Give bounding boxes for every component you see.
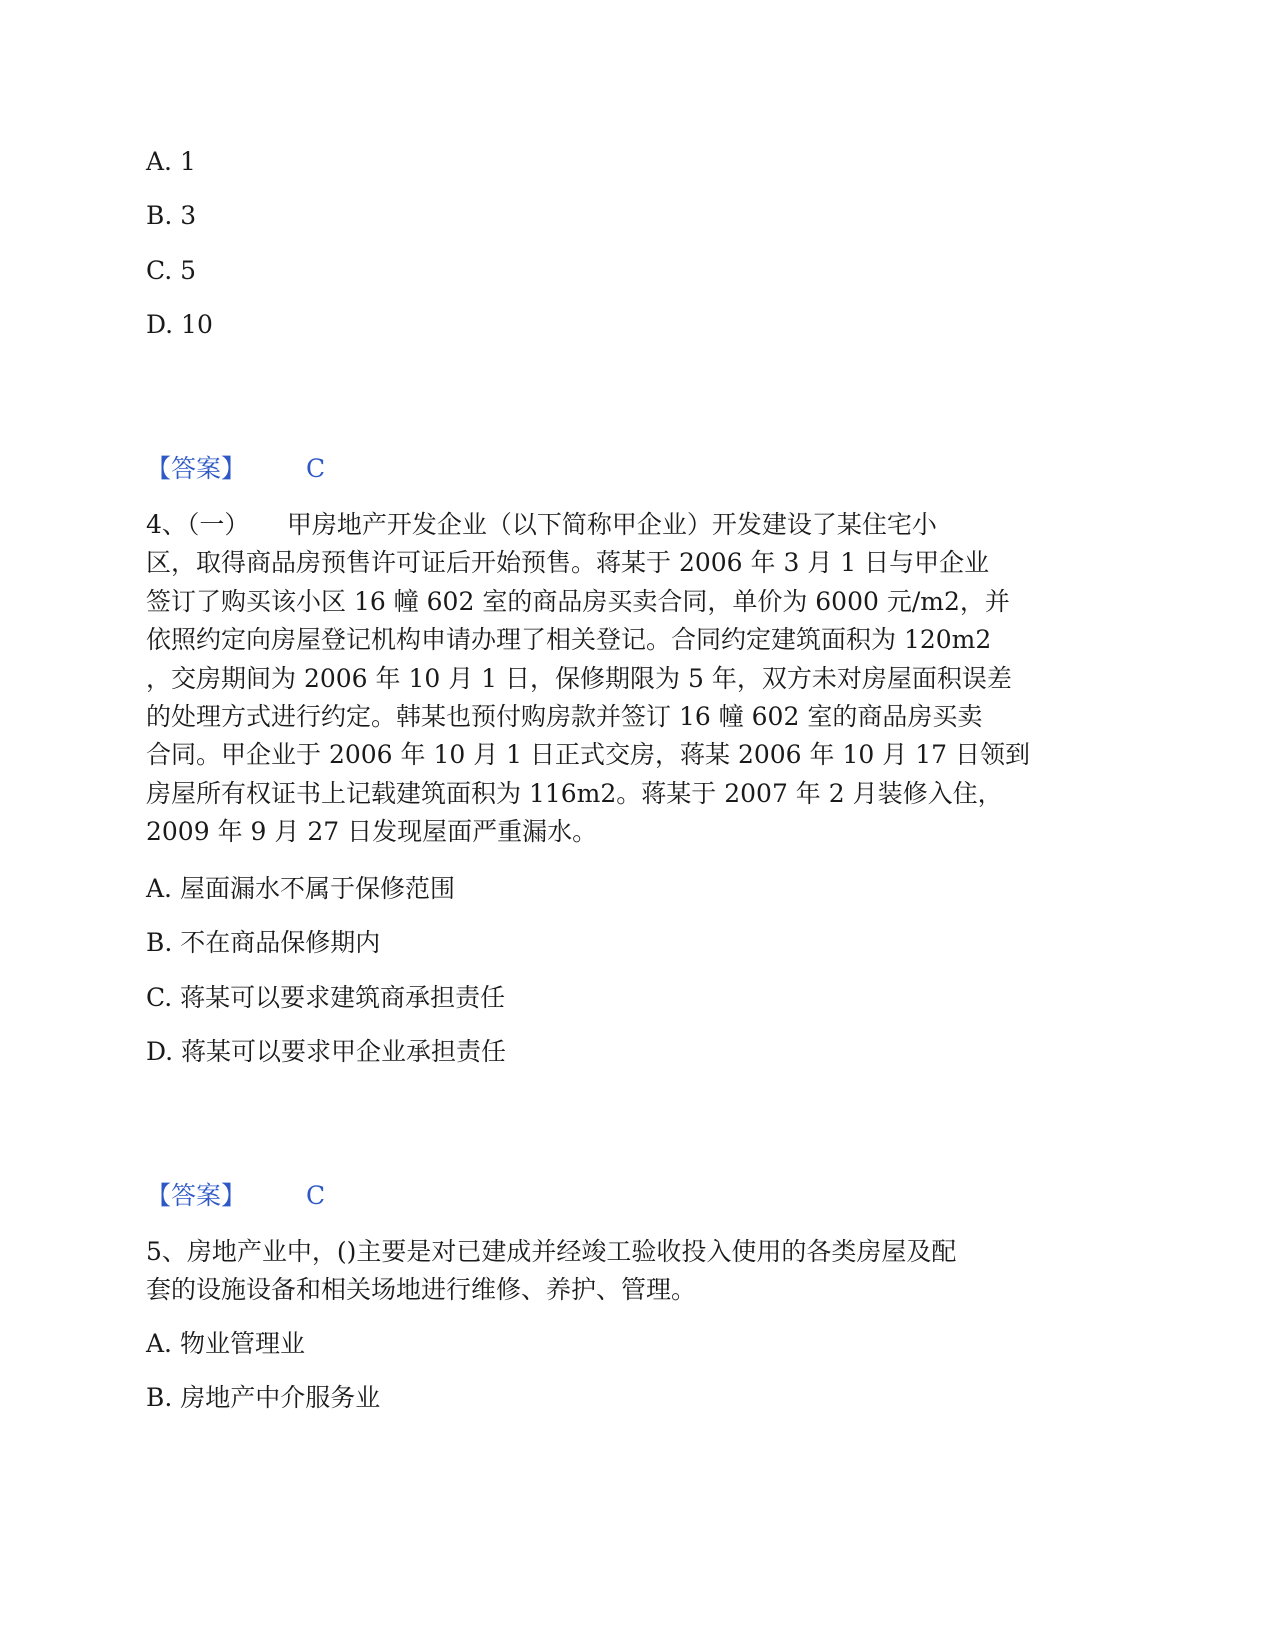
q4-stem-line: ，交房期间为 2006 年 10 月 1 日，保修期限为 5 年，双方未对房屋面积误差 (146, 663, 1012, 693)
q5-stem-line: 5、房地产业中，()主要是对已建成并经竣工验收投入使用的各类房屋及配 (146, 1237, 957, 1266)
q4-stem-line: 房屋所有权证书上记载建筑面积为 116m2。蒋某于 2007 年 2 月装修入住， (146, 778, 1003, 808)
q4-option-b: B. 不在商品保修期内 (146, 928, 381, 957)
q4-option-d: D. 蒋某可以要求甲企业承担责任 (146, 1037, 507, 1066)
q4-stem-line: 4、（一） 甲房地产开发企业（以下简称甲企业）开发建设了某住宅小 (146, 510, 937, 539)
q4-stem (146, 506, 1086, 852)
q4-stem-line: 2009 年 9 月 27 日发现屋面严重漏水。 (146, 817, 598, 847)
q5-option-b: B. 房地产中介服务业 (146, 1383, 381, 1412)
q5-stem (146, 1233, 1086, 1310)
q4-stem-line: 的处理方式进行约定。韩某也预付购房款并签订 16 幢 602 室的商品房买卖 (146, 701, 983, 731)
q4-answer-value: C (306, 1181, 326, 1210)
q4-stem-line: 合同。甲企业于 2006 年 10 月 1 日正式交房，蒋某 2006 年 10 月 17 日领到 (146, 740, 1030, 770)
q5-stem-line: 套的设施设备和相关场地进行维修、养护、管理。 (146, 1275, 697, 1305)
q3-option-b: B. 3 (146, 201, 197, 230)
q4-option-a: A. 屋面漏水不属于保修范围 (146, 874, 455, 903)
q3-option-c: C. 5 (146, 256, 197, 285)
q3-answer-row (146, 452, 326, 486)
q5-option-a: A. 物业管理业 (146, 1329, 305, 1358)
answer-label: 【答案】 (146, 1181, 247, 1210)
q4-stem-line: 区，取得商品房预售许可证后开始预售。蒋某于 2006 年 3 月 1 日与甲企业 (146, 548, 990, 578)
q4-answer-row (146, 1179, 326, 1213)
q4-stem-line: 签订了购买该小区 16 幢 602 室的商品房买卖合同，单价为 6000 元/m2，并 (146, 586, 1010, 616)
q3-option-a: A. 1 (146, 147, 196, 176)
q4-stem-line: 依照约定向房屋登记机构申请办理了相关登记。合同约定建筑面积为 120m2 (146, 625, 992, 655)
answer-label: 【答案】 (146, 454, 247, 483)
q4-option-c: C. 蒋某可以要求建筑商承担责任 (146, 983, 506, 1012)
q3-answer-value: C (306, 454, 326, 483)
q3-option-d: D. 10 (146, 310, 213, 339)
